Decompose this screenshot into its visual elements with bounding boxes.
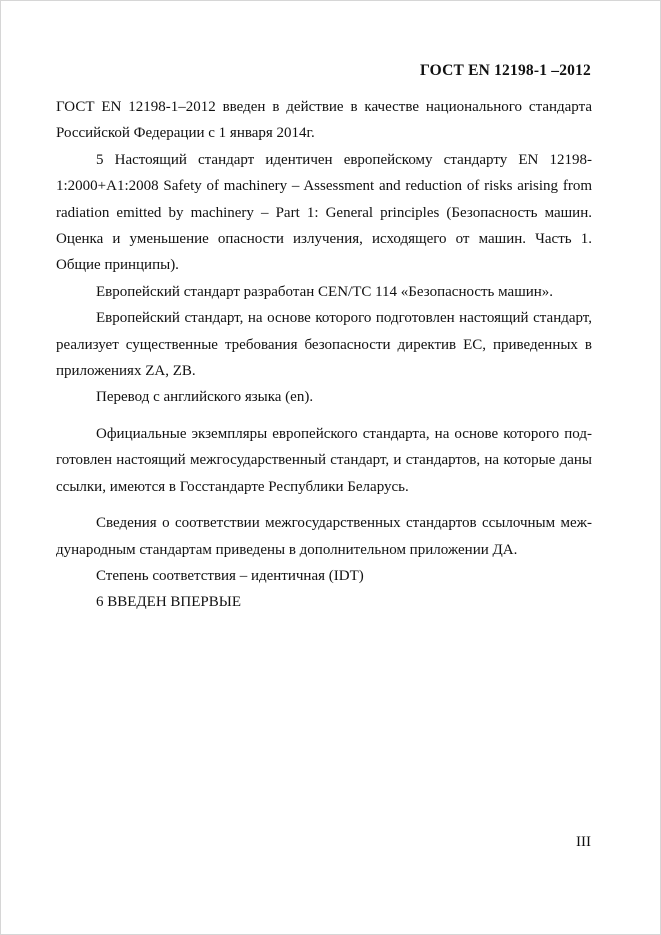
paragraph-introduced-first: 6 ВВЕДЕН ВПЕРВЫЕ [96,594,241,611]
paragraph-identical-standard: 5 Настоящий стандарт идентичен европейскому стандарту EN 12198-1:2000+A1:2008 Safety of machinery – Assessment and reduction of risks arising from radiation emitted by machinery – Part 1: General principles (Безопасность машин. Оценка и уменьшение опасности излучения, исходящего от машин. Часть 1. Общие принципы). [56,151,592,274]
document-body [56,94,592,616]
paragraph-translation: Перевод с английского языка (en). [96,389,314,406]
paragraph-introduction-date: ГОСТ EN 12198-1–2012 введен в действие в качестве национального стандарта Российской Федерации с 1 января 2014г. [56,99,592,142]
paragraph-developed-by: Европейский стандарт разработан CEN/TC 114 «Безопасность машин». [96,283,554,300]
paragraph-requirements: Европейский стандарт, на основе которого подготовлен настоящий стандарт, реализует существенные требования безопасности директив ЕС, приведенных в приложениях ZA, ZB. [56,310,592,380]
paragraph-conformity-info: Сведения о соответствии межгосударственных стандартов ссылочным международным стандартам приведены в дополнительном приложении ДА. [56,515,592,558]
page-number: III [576,834,591,850]
paragraph-official-copies: Официальные экземпляры европейского стандарта, на основе которого подготовлен настоящий межгосударственный стандарт, и стандартов, на которые даны ссылки, имеются в Госстандарте Республики Беларусь. [56,425,592,495]
document-header: ГОСТ EN 12198-1 –2012 [419,62,591,79]
paragraph-conformity-degree: Степень соответствия – идентичная (IDT) [96,567,364,584]
